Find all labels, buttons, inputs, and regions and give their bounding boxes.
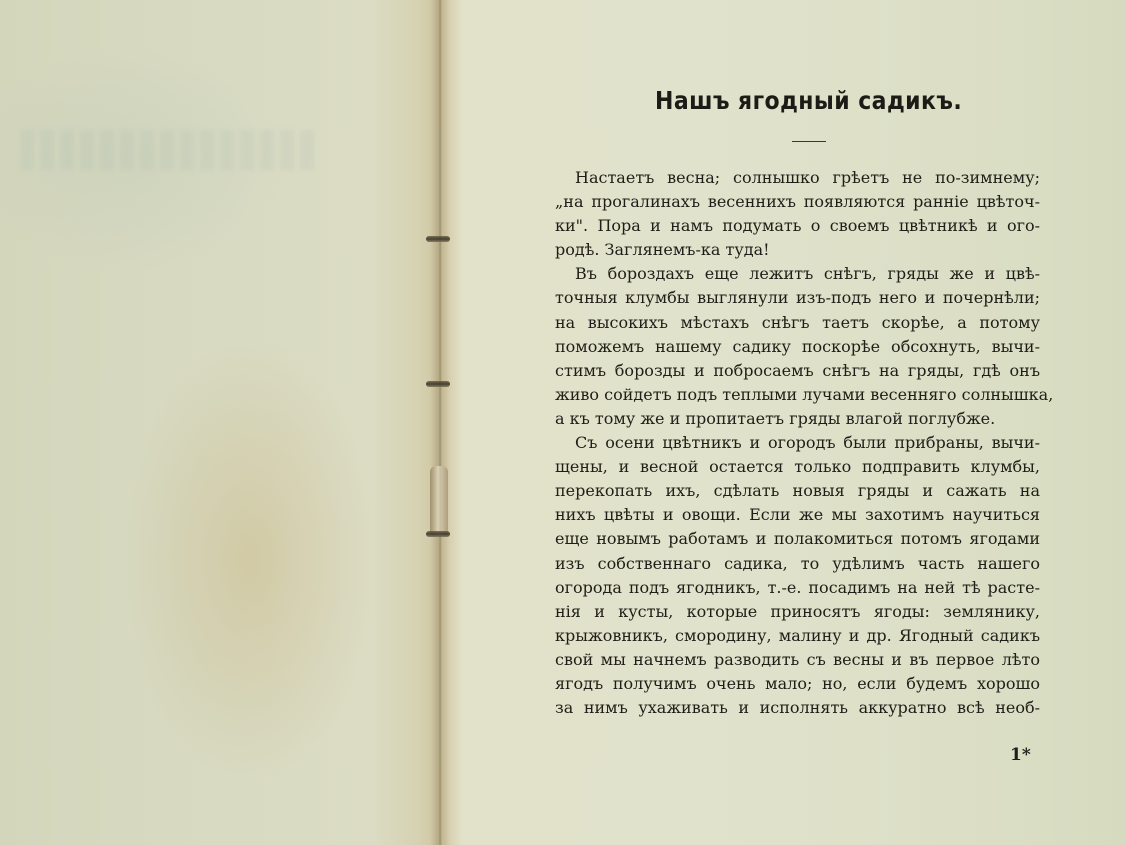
text-line: Въ бороздахъ еще лежитъ снѣгъ, гряды же и цвѣ- [575, 264, 1040, 284]
text-line: стимъ борозды и побросаемъ снѣгъ на гряды, гдѣ онъ [555, 360, 1040, 380]
text-line: точныя клумбы выглянули изъ-подъ него и почернѣли; [555, 288, 1040, 308]
text-line: „на прогалинахъ весеннихъ появляются раннiе цвѣточ- [555, 192, 1040, 212]
text-line: свой мы начнемъ разводить съ весны и въ первое лѣто [555, 649, 1040, 669]
binding-stitch [426, 381, 450, 387]
text-line: родѣ. Заглянемъ-ка туда! [555, 240, 770, 260]
text-line: нихъ цвѣты и овощи. Если же мы захотимъ научиться [555, 505, 1040, 525]
page-number: 1* [1010, 745, 1031, 765]
text-line: ки". Пора и намъ подумать о своемъ цвѣтникѣ и ого- [555, 216, 1040, 236]
body-text [555, 166, 1054, 720]
bleed-through-text [20, 130, 320, 170]
text-line: а къ тому же и пропитаетъ гряды влагой поглубже. [555, 408, 996, 428]
text-line: еще новымъ работамъ и полакомиться потомъ ягодами [555, 529, 1040, 549]
binding-tear [430, 466, 448, 536]
binding-stitch [426, 236, 450, 242]
text-line: на высокихъ мѣстахъ снѣгъ таетъ скорѣе, а потому [555, 312, 1040, 332]
text-line: Настаетъ весна; солнышко грѣетъ не по-зимнему; [575, 168, 1040, 187]
text-line: изъ собственнаго садика, то удѣлимъ часть нашего [555, 553, 1040, 573]
text-line: Съ осени цвѣтникъ и огородъ были прибраны, вычи- [575, 433, 1040, 453]
text-line: живо сойдетъ подъ теплыми лучами весенняго солнышка, [555, 384, 1054, 404]
text-line: огорода подъ ягодникъ, т.-е. посадимъ на ней тѣ расте- [555, 577, 1040, 597]
title-rule [792, 141, 826, 142]
right-page [450, 0, 1126, 845]
page-title: Нашъ ягодный садикъ. [655, 86, 963, 115]
text-line: перекопать ихъ, сдѣлать новыя гряды и сажать на [555, 481, 1040, 501]
text-line: крыжовникъ, смородину, малину и др. Ягодный садикъ [555, 625, 1040, 645]
text-line: ягодъ получимъ очень мало; но, если будемъ хорошо [555, 673, 1040, 693]
left-page [0, 0, 440, 845]
text-line: щены, и весной остается только подправить клумбы, [555, 457, 1040, 477]
text-line: за нимъ ухаживать и исполнять аккуратно всѣ необ- [555, 698, 1040, 718]
text-line: нiя и кусты, которые приносятъ ягоды: землянику, [555, 601, 1040, 621]
binding-stitch [426, 531, 450, 537]
text-line: поможемъ нашему садику поскорѣе обсохнуть, вычи- [555, 336, 1040, 356]
book-gutter [430, 0, 450, 845]
